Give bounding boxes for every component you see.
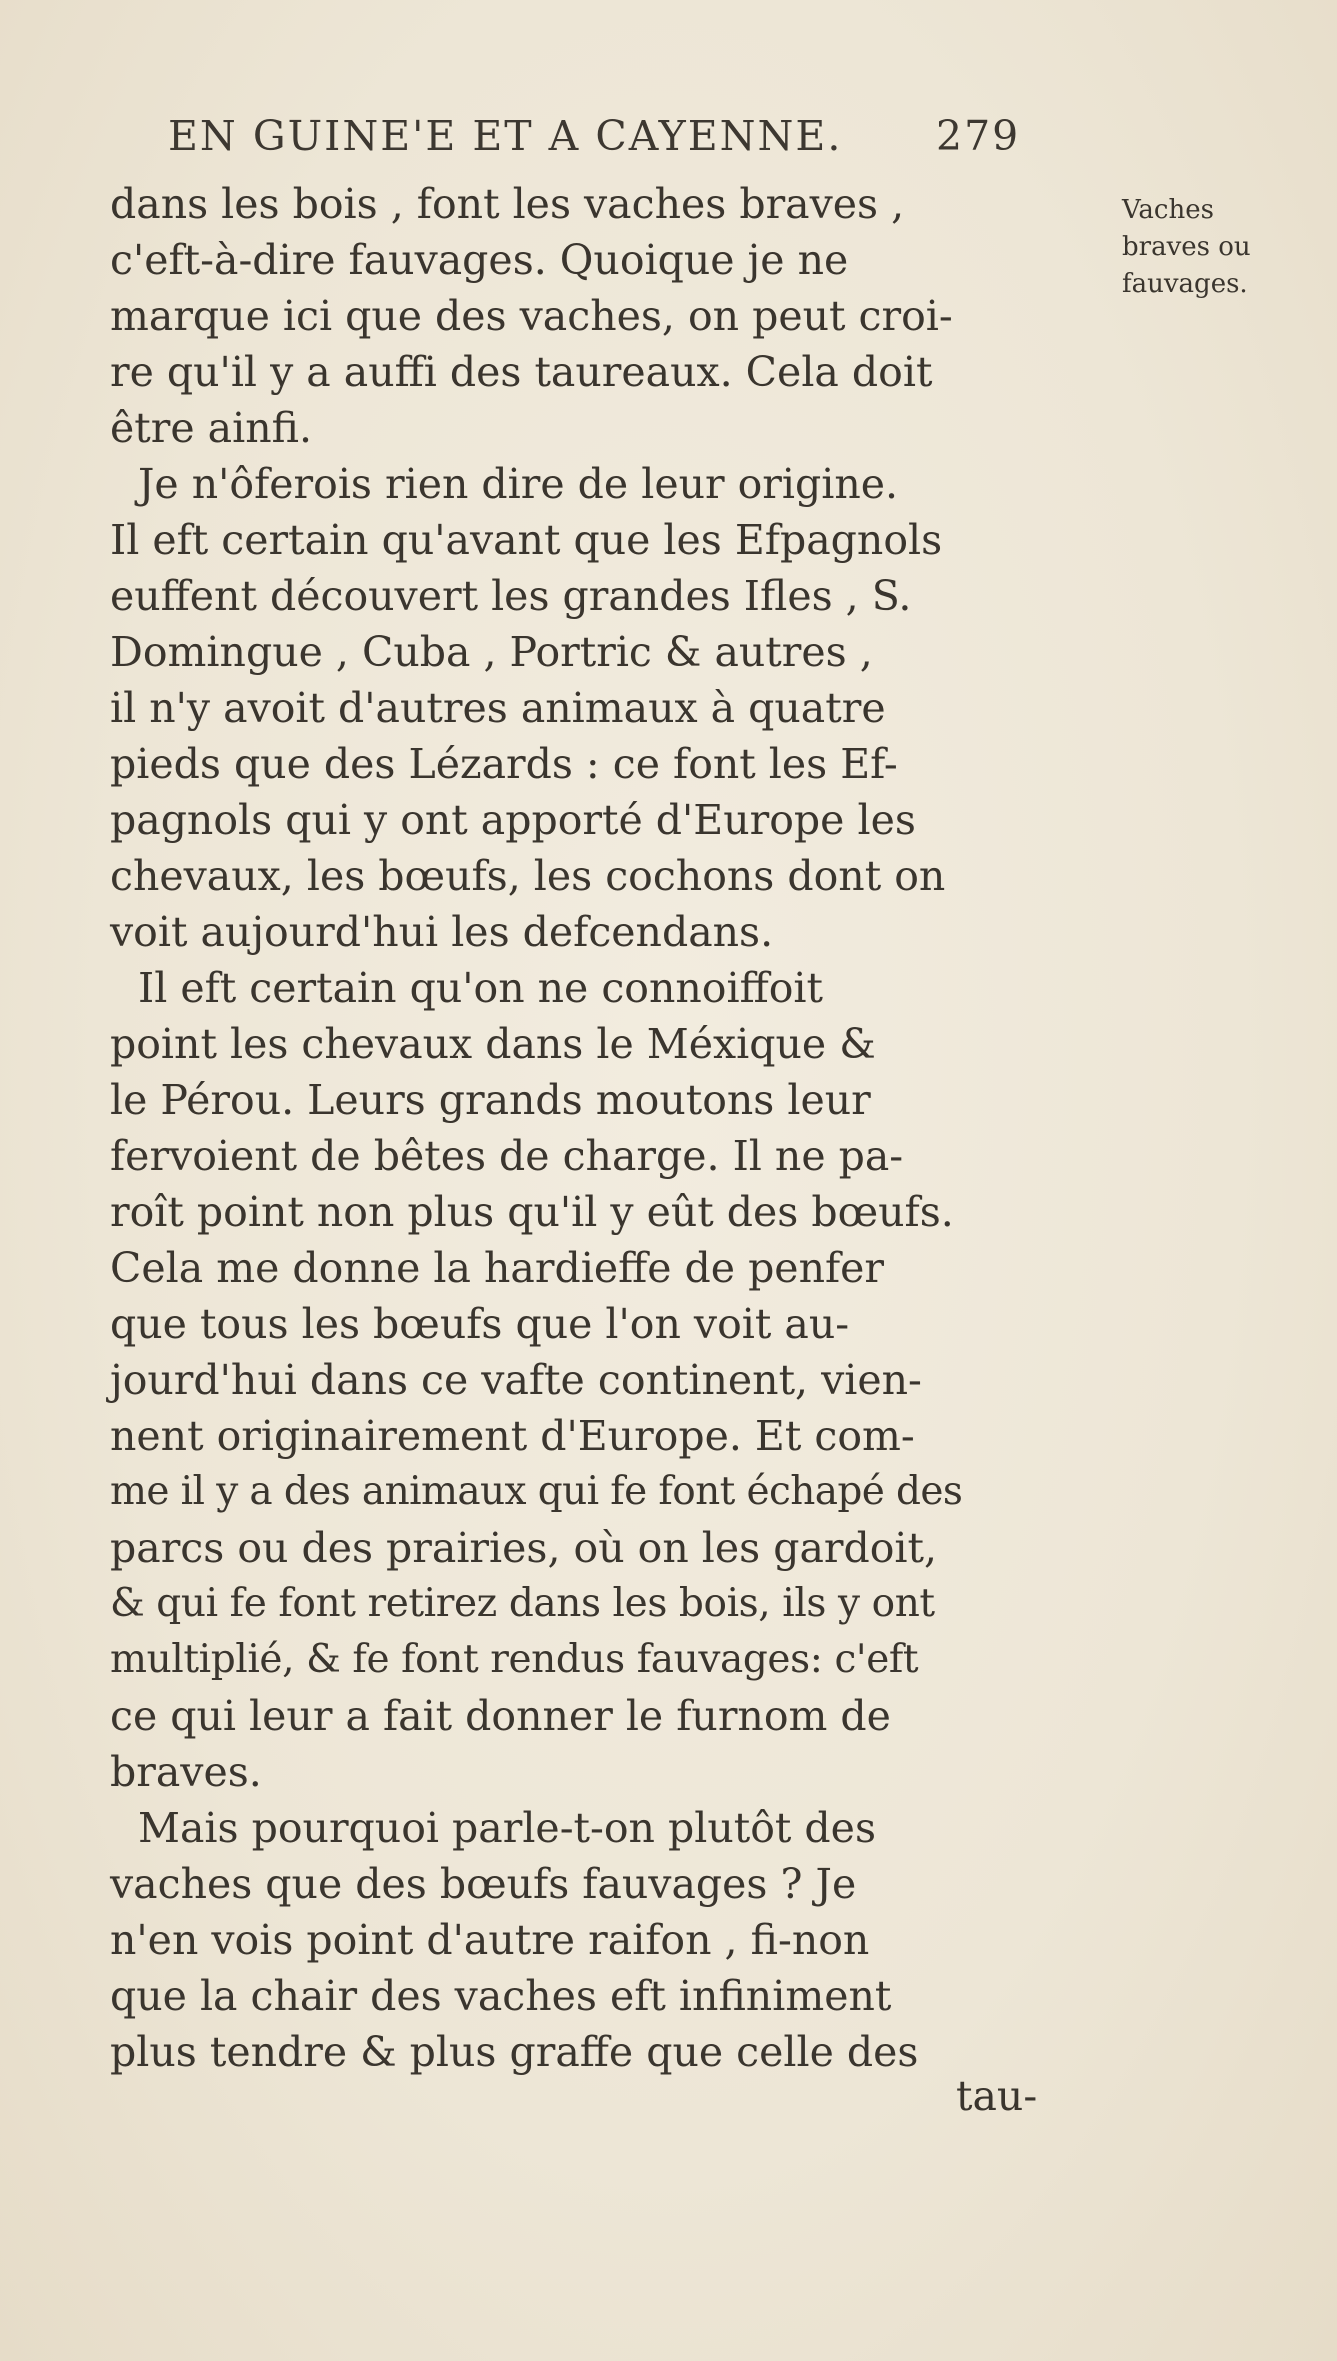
marginal-note-line: braves ou xyxy=(1122,232,1251,262)
text-line: me il y a des animaux qui fe font échapé des xyxy=(110,1469,963,1514)
marginal-note xyxy=(1122,192,1322,303)
running-header xyxy=(168,112,1048,160)
page-number: 279 xyxy=(936,112,1021,160)
text-line: euffent découvert les grandes Ifles , S. xyxy=(110,572,912,620)
text-line: le Pérou. Leurs grands moutons leur xyxy=(110,1076,871,1124)
text-line: plus tendre & plus graffe que celle des xyxy=(110,2028,919,2076)
text-line: ce qui leur a fait donner le furnom de xyxy=(110,1692,891,1740)
text-line: point les chevaux dans le Méxique & xyxy=(110,1020,876,1068)
text-line: nent originairement d'Europe. Et com- xyxy=(110,1412,915,1460)
marginal-note-line: Vaches xyxy=(1122,195,1214,225)
text-line: Cela me donne la hardieffe de penfer xyxy=(110,1244,885,1292)
text-line: chevaux, les bœufs, les cochons dont on xyxy=(110,852,946,900)
paragraph-start-line: Mais pourquoi parle-t-on plutôt des xyxy=(138,1804,876,1852)
text-line: Domingue , Cuba , Portric & autres , xyxy=(110,628,873,676)
running-title: EN GUINE'E ET A CAYENNE. xyxy=(168,112,843,160)
text-line: Il eft certain qu'avant que les Efpagnols xyxy=(110,516,943,564)
text-line: que tous les bœufs que l'on voit au- xyxy=(110,1300,850,1348)
text-line: pagnols qui y ont apporté d'Europe les xyxy=(110,796,916,844)
text-line: & qui fe font retirez dans les bois, ils y ont xyxy=(110,1581,935,1626)
text-line: fervoient de bêtes de charge. Il ne pa- xyxy=(110,1132,904,1180)
text-line: que la chair des vaches eft infiniment xyxy=(110,1972,892,2020)
catchword: tau- xyxy=(956,2072,1038,2120)
text-line: voit aujourd'hui les defcendans. xyxy=(110,908,774,956)
text-line: être ainfi. xyxy=(110,404,312,452)
text-line: roît point non plus qu'il y eût des bœufs. xyxy=(110,1188,954,1236)
text-line: dans les bois , font les vaches braves , xyxy=(110,180,905,228)
paragraph-start-line: Je n'ôferois rien dire de leur origine. xyxy=(138,460,899,508)
paragraph-start-line: Il eft certain qu'on ne connoiffoit xyxy=(138,964,823,1012)
text-line: c'eft-à-dire fauvages. Quoique je ne xyxy=(110,236,849,284)
marginal-note-line: fauvages. xyxy=(1122,269,1248,299)
text-line: re qu'il y a auffi des taureaux. Cela doit xyxy=(110,348,933,396)
text-line: multiplié, & fe font rendus fauvages: c'eft xyxy=(110,1637,919,1682)
text-line: n'en vois point d'autre raifon , fi-non xyxy=(110,1916,870,1964)
text-line: braves. xyxy=(110,1748,262,1796)
text-line: pieds que des Lézards : ce font les Ef- xyxy=(110,740,898,788)
text-line: vaches que des bœufs fauvages ? Je xyxy=(110,1860,857,1908)
text-line: il n'y avoit d'autres animaux à quatre xyxy=(110,684,886,732)
text-line: marque ici que des vaches, on peut croi- xyxy=(110,292,953,340)
text-line: parcs ou des prairies, où on les gardoit, xyxy=(110,1524,938,1572)
text-line: jourd'hui dans ce vafte continent, vien- xyxy=(110,1356,922,1404)
